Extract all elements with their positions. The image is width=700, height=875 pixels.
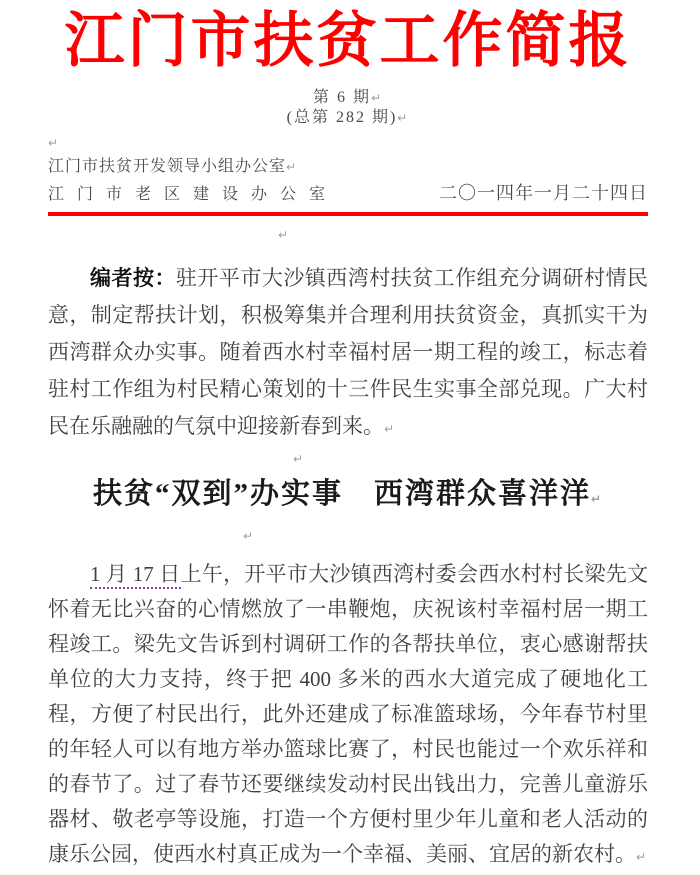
paragraph-mark-icon: ↵ xyxy=(293,452,304,466)
issue-number-line xyxy=(48,88,648,108)
paragraph-mark-icon: ↵ xyxy=(636,850,647,864)
article-body xyxy=(48,557,648,875)
editor-note-label: 编者按： xyxy=(90,267,176,290)
cumulative-issue-number: (总第 282 期) xyxy=(286,109,398,126)
issue-date: 二〇一四年一月二十四日 xyxy=(439,183,648,203)
bulletin-page xyxy=(0,6,700,866)
red-divider-rule xyxy=(48,212,648,216)
paragraph-mark-icon: ↵ xyxy=(370,91,384,105)
paragraph-mark-icon: ↵ xyxy=(286,160,298,174)
article-body-text: 上午，开平市大沙镇西湾村委会西水村村长梁先文怀着无比兴奋的心情燃放了一串鞭炮，庆祝该村幸福村居一期工程竣工。梁先文告诉到村调研工作的各帮扶单位，衷心感谢帮扶单位的大力支持，终于把 400 多米的西水大道完成了硬地化工程，方便了村民出行，此外还建成了标准篮球场，今年春节村里的年轻人可以有地方举办篮球比赛了，村民也能过一个欢乐祥和的春节了。过了春节还要继续发动村民出钱出力，完善儿童游乐器材、敬老亭等设施，打造一个方便村里少年儿童和老人活动的康乐公园，使西水村真正成为一个幸福、美丽、宜居的新农村。 xyxy=(48,562,649,866)
issue-block xyxy=(48,88,648,128)
paragraph-mark-icon: ↵ xyxy=(243,529,254,543)
editor-note-text: 驻开平市大沙镇西湾村扶贫工作组充分调研村情民意，制定帮扶计划，积极筹集并合理利用扶贫资金，真抓实干为西湾群众办实事。随着西水村幸福村居一期工程的竣工，标志着驻村工作组为村民精心策划的十三件民生实事全部兑现。广大村民在乐融融的气氛中迎接新春到来。 xyxy=(48,266,648,438)
org-name-secondary: 江门市老区建设办公室 xyxy=(48,186,339,203)
article-headline-text: 扶贫“双到”办实事 西湾群众喜洋洋 xyxy=(92,478,591,510)
date-spellcheck-highlight: 1 月 17 日 xyxy=(90,562,181,589)
empty-paragraph xyxy=(48,448,648,474)
paragraph-mark-icon: ↵ xyxy=(590,492,604,506)
paragraph-mark-icon: ↵ xyxy=(278,228,289,242)
article-headline xyxy=(48,474,648,519)
paragraph-mark-icon: ↵ xyxy=(384,422,395,436)
org-name-primary-line xyxy=(48,156,648,178)
empty-paragraph xyxy=(48,525,648,551)
empty-paragraph xyxy=(48,224,648,250)
paragraph-mark-icon: ↵ xyxy=(397,111,410,125)
org-name-primary: 江门市扶贫开发领导小组办公室 xyxy=(48,158,287,175)
paragraph-mark-icon: ↵ xyxy=(48,136,59,150)
empty-paragraph xyxy=(48,132,648,156)
cumulative-issue-line xyxy=(48,108,648,128)
org-date-row xyxy=(48,182,648,206)
issue-number: 第 6 期 xyxy=(312,89,371,106)
editor-note xyxy=(48,260,648,448)
masthead-title: 江门市扶贫工作简报 xyxy=(64,8,632,74)
